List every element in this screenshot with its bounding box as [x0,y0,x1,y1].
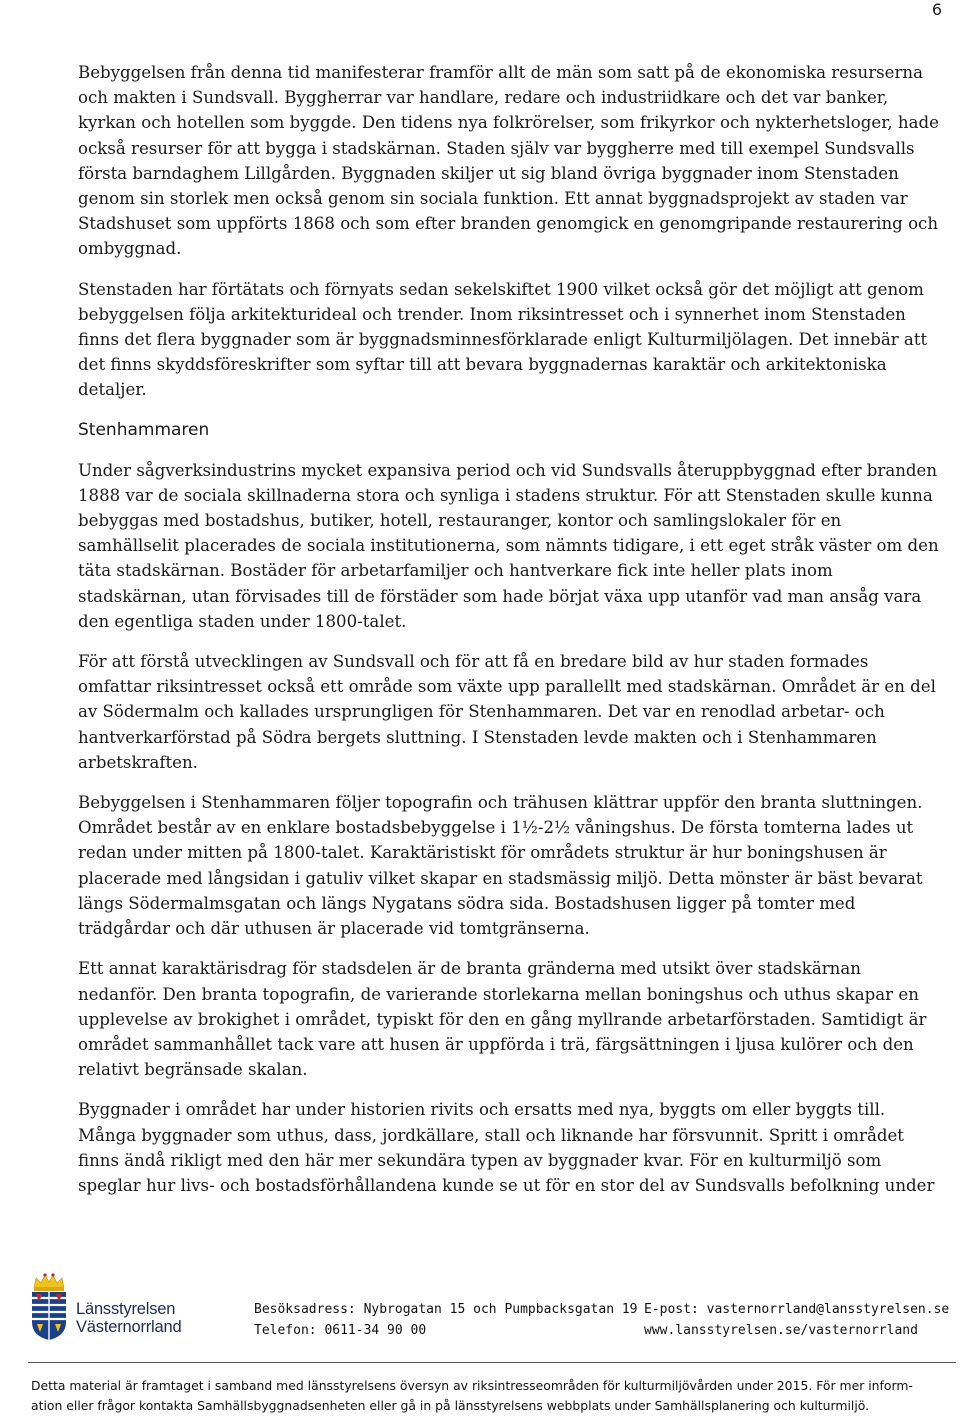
paragraph: Bebyggelsen i Stenhammaren följer topografin och trähusen klättrar uppför den branta sluttningen. Området består av en enklare bostadsbebyggelse i 1½-2½ våningshus. De första tomterna lades ut redan under mitten på 1800-talet. Karaktäristiskt för områdets struktur är hur boningshusen är placerade med långsidan i gatuliv vilket skapar en stadsmässig miljö. Detta mönster är bäst bevarat längs Södermalmsgatan och längs Nygatans södra sida. Bostadshusen ligger på tomter med trädgårdar och där uthusen är placerade vid tomtgränserna. [78,793,923,939]
section-heading: Stenhammaren [78,419,210,440]
contact-address-block [254,1300,638,1341]
visiting-address: Besöksadress: Nybrogatan 15 och Pumpbacksgatan 19 [254,1302,638,1317]
paragraph: Stenstaden har förtätats och förnyats sedan sekelskiftet 1900 vilket också gör det möjligt att genom bebyggelsen följa arkitekturideal och trender. Inom riksintresset och i synnerhet inom Stenstaden finns det flera byggnader som är byggnadsminnesförklarade enligt Kulturmiljölagen. Det innebär att det finns skyddsföreskrifter som syftar till att bevara byggnadernas karaktär och arkitektoniska detaljer. [78,279,928,400]
website-link[interactable]: www.lansstyrelsen.se/vasternorrland [644,1322,918,1338]
email-address[interactable]: E-post: vasternorrland@lansstyrelsen.se [644,1302,950,1317]
phone-number: Telefon: 0611-34 90 00 [254,1322,427,1338]
paragraph: Ett annat karaktärisdrag för stadsdelen är de branta gränderna med utsikt över stadskärnan nedanför. Den branta topografin, de varierande storlekarna mellan boningshus och uthus skapar en upplevelse av brokighet i området, typiskt för den en gång myllrande arbetarförstaden. Samtidigt är området sammanhållet tack vare att husen är uppförda i trä, färgsättningen i ljusa kulörer och den relativt begränsade skalan. [78,959,927,1080]
paragraph: Bebyggelsen från denna tid manifesterar framför allt de män som satt på de ekonomiska resurserna och makten i Sundsvall. Byggherrar var handlare, redare och industriidkare och det var banker, kyrkan och hotellen som byggde. Den tidens nya folkrörelser, som frikyrkor och nykterhetsloger, hade också resurser för att bygga i stadskärnan. Staden själv var byggherre med till exempel Sundsvalls första barndaghem Lillgården. Byggnaden skiljer ut sig bland övriga byggnader inom Stenstaden genom sin storlek men också genom sin sociala funktion. Ett annat byggnadsprojekt av staden var Stadshuset som uppförts 1868 och som efter branden genomgick en genomgripande restaurering och ombyggnad. [78,63,939,259]
paragraph: Byggnader i området har under historien rivits och ersatts med nya, byggts om eller byggts till. Många byggnader som uthus, dass, jordkällare, stall och liknande har försvunnit. Spritt i området finns ändå rikligt med den här mer sekundära typen av byggnader kvar. För en kulturmiljö som speglar hur livs- och bostadsförhållandena kunde se ut för en stor del av Sundsvalls befolkning under [78,1100,935,1195]
page-number: 6 [931,0,942,19]
paragraph: För att förstå utvecklingen av Sundsvall och för att få en bredare bild av hur staden formades omfattar riksintresset också ett område som växte upp parallellt med stadskärnan. Området är en del av Södermalm och kallades ursprungligen för Stenhammaren. Det var en renodlad arbetar- och hantverkarförstad på Södra bergets sluttning. I Stenstaden levde makten och i Stenhammaren arbetskraften. [78,652,936,772]
coat-of-arms-icon [28,1272,70,1342]
logo-line-2: Västernorrland [76,1318,182,1336]
footer-divider [28,1362,956,1363]
footer-disclaimer [31,1376,931,1416]
logo-wordmark [76,1300,181,1336]
lansstyrelsen-logo [28,1272,198,1342]
disclaimer-line-1: Detta material är framtaget i samband med länsstyrelsens översyn av riksintresseområden för kulturmiljövården under 2015. För mer inform- [31,1378,913,1393]
body-text [78,60,944,1213]
logo-line-1: Länsstyrelsen [76,1300,176,1318]
contact-web-block [644,1300,949,1341]
disclaimer-line-2: ation eller frågor kontakta Samhällsbyggnadsenheten eller gå in på länsstyrelsens webbplats under Samhällsplanering och kulturmiljö. [31,1398,870,1413]
paragraph: Under sågverksindustrins mycket expansiva period och vid Sundsvalls återuppbyggnad efter branden 1888 var de sociala skillnaderna stora och synliga i stadens struktur. För att Stenstaden skulle kunna bebyggas med bostadshus, butiker, hotell, restauranger, kontor och samlingslokaler för en samhällselit placerades de sociala institutionerna, som nämnts tidigare, i ett eget stråk väster om den täta stadskärnan. Bostäder för arbetarfamiljer och hantverkare fick inte heller plats inom stadskärnan, utan förvisades till de förstäder som hade börjat växa upp utanför vad man ansåg vara den egentliga staden under 1800-talet. [78,460,939,631]
